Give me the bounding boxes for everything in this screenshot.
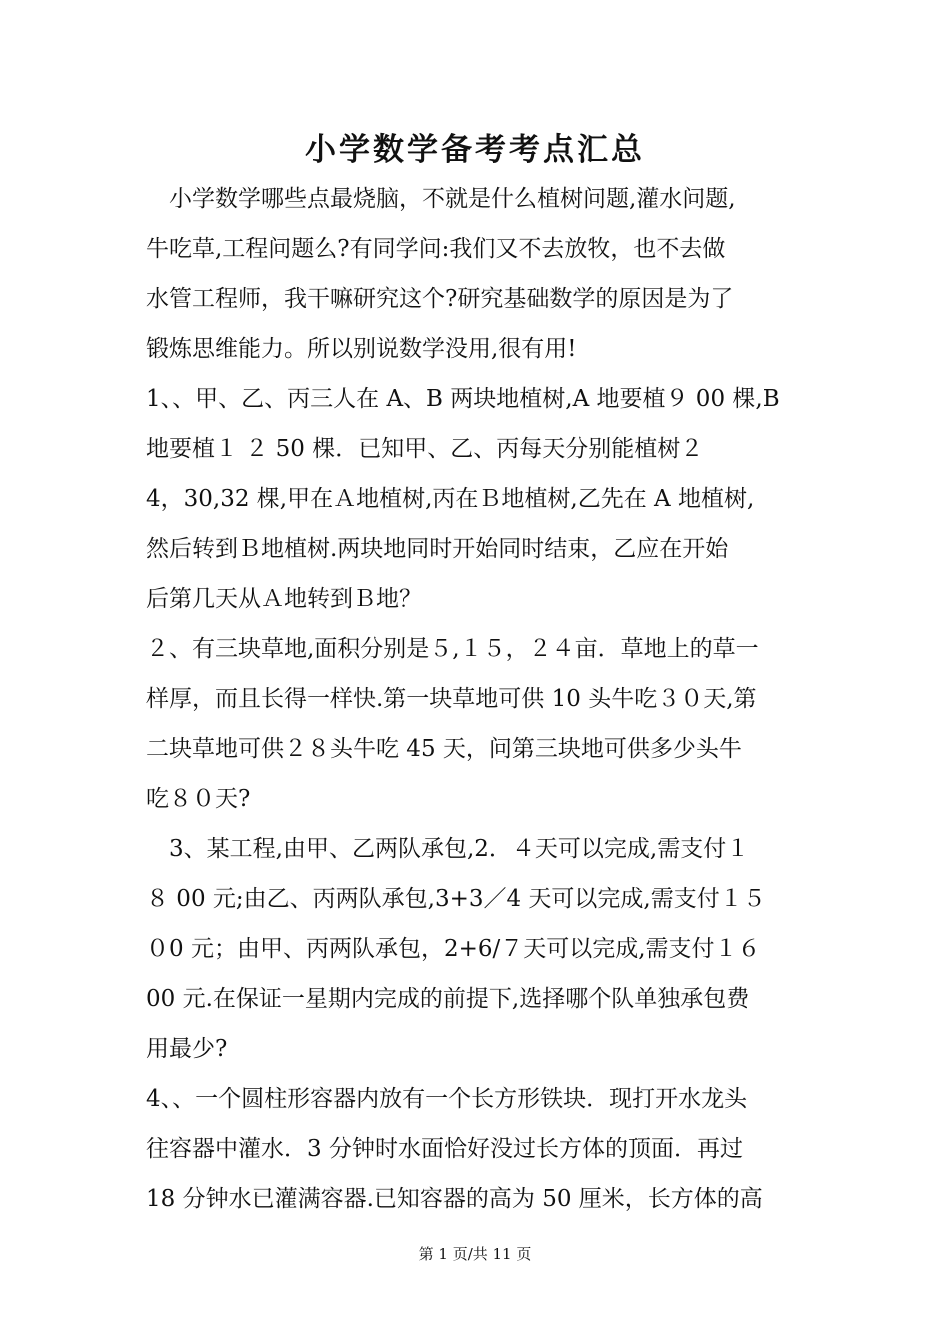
page-footer: 第 1 页/共 11 页 bbox=[418, 1245, 532, 1263]
text-line: 小学数学哪些点最烧脑，不就是什么植树问题,灌水问题, bbox=[146, 186, 736, 212]
text-line: 二块草地可供２８头牛吃 45 天，问第三块地可供多少头牛 bbox=[146, 736, 742, 762]
text-line: 往容器中灌水．3 分钟时水面恰好没过长方体的顶面．再过 bbox=[146, 1136, 743, 1162]
text-line: 后第几天从Ａ地转到Ｂ地？ bbox=[146, 586, 422, 612]
text-line: 锻炼思维能力。所以别说数学没用,很有用! bbox=[146, 336, 577, 362]
text-line: 00 元.在保证一星期内完成的前提下,选择哪个队单独承包费 bbox=[146, 986, 750, 1012]
document-title: 小学数学备考考点汇总 bbox=[305, 132, 645, 168]
text-line: 用最少? bbox=[146, 1036, 228, 1062]
text-line: 地要植１ ２ 50 棵．已知甲、乙、丙每天分别能植树２ bbox=[146, 436, 704, 462]
text-line: 18 分钟水已灌满容器.已知容器的高为 50 厘米，长方体的高 bbox=[146, 1186, 763, 1212]
text-line: 3、某工程,由甲、乙两队承包,2．４天可以完成,需支付１ bbox=[146, 836, 750, 862]
text-line: 吃８０天? bbox=[146, 786, 251, 812]
text-line: 样厚，而且长得一样快.第一块草地可供 10 头牛吃３０天,第 bbox=[146, 686, 757, 712]
text-line: 然后转到Ｂ地植树.两块地同时开始同时结束，乙应在开始 bbox=[146, 536, 729, 562]
text-line: 牛吃草,工程问题么?有同学问:我们又不去放牧，也不去做 bbox=[146, 236, 726, 262]
text-line: 1、、甲、乙、丙三人在 A、B 两块地植树,A 地要植９ 00 棵,B bbox=[146, 386, 780, 412]
text-line: 4，30,32 棵,甲在Ａ地植树,丙在Ｂ地植树,乙先在 A 地植树, bbox=[146, 486, 755, 512]
text-line: 4、、一个圆柱形容器内放有一个长方形铁块．现打开水龙头 bbox=[146, 1086, 748, 1112]
text-line: ８ 00 元;由乙、丙两队承包,3+3／4 天可以完成,需支付１５ bbox=[146, 886, 766, 912]
text-line: 水管工程师，我干嘛研究这个?研究基础数学的原因是为了 bbox=[146, 286, 734, 312]
text-line: ２、有三块草地,面积分别是５,１５，２４亩．草地上的草一 bbox=[146, 636, 759, 662]
text-line: ０0 元；由甲、丙两队承包，2+6/７天可以完成,需支付１６ bbox=[146, 936, 761, 962]
